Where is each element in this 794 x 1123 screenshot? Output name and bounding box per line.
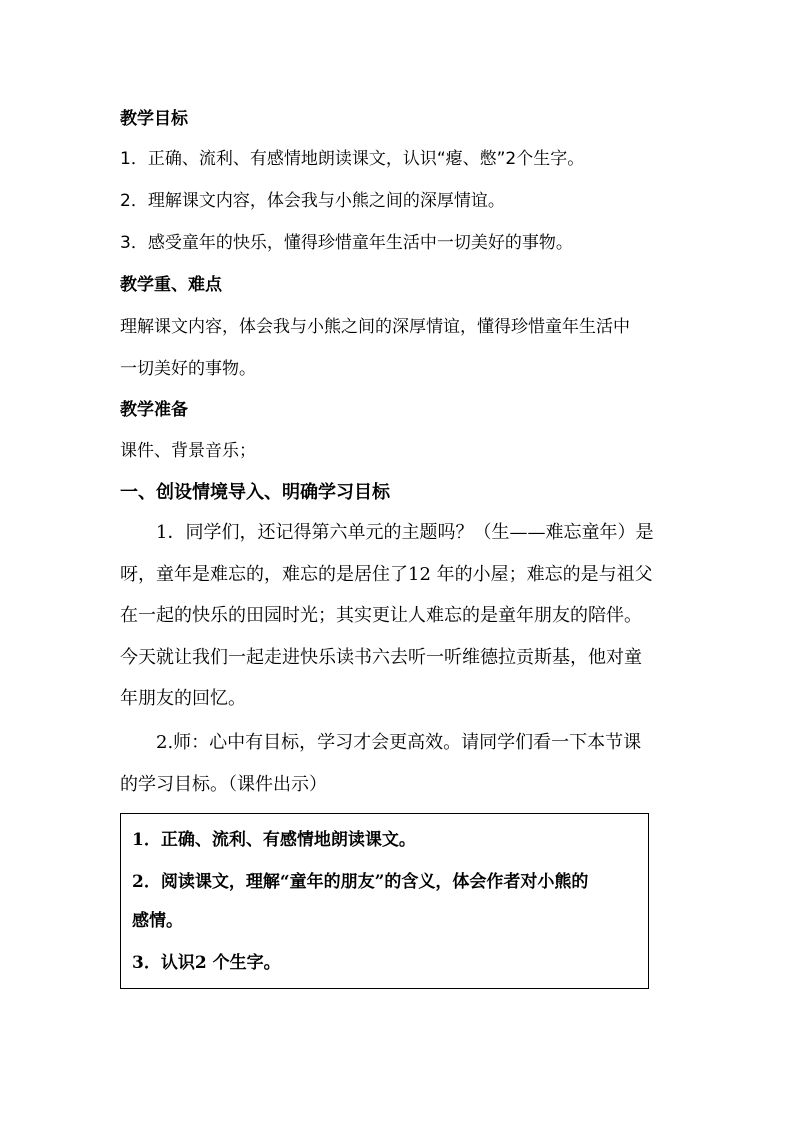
paragraph-1-line-2: 呀，童年是难忘的，难忘的是居住了12 年的小屋；难忘的是与祖父 bbox=[120, 564, 653, 585]
paragraph-1-line-4: 今天就让我们一起走进快乐读书六去听一听维德拉贡斯基，他对童 bbox=[120, 647, 642, 668]
objectives-box bbox=[120, 813, 649, 989]
paragraph-1-line-3: 在一起的快乐的田园时光；其实更让人难忘的是童年朋友的陪伴。 bbox=[120, 605, 642, 626]
preparation-text: 课件、背景音乐； bbox=[120, 441, 256, 461]
objective-line-4: 3．认识2 个生字。 bbox=[132, 953, 281, 973]
goal-item-3: 3．感受童年的快乐，懂得珍惜童年生活中一切美好的事物。 bbox=[120, 233, 573, 253]
goal-item-1: 1．正确、流利、有感情地朗读课文，认识“瘪、憋”2个生字。 bbox=[120, 149, 585, 169]
paragraph-2-line-2: 的学习目标。（课件出示） bbox=[120, 774, 327, 795]
preparation-heading: 教学准备 bbox=[120, 400, 188, 420]
paragraph-1-line-5: 年朋友的回忆。 bbox=[120, 688, 246, 709]
key-points-heading: 教学重、难点 bbox=[120, 275, 222, 295]
goals-heading: 教学目标 bbox=[120, 109, 188, 129]
key-points-line-1: 理解课文内容，体会我与小熊之间的深厚情谊，懂得珍惜童年生活中 bbox=[120, 317, 630, 337]
objective-line-2: 2．阅读课文，理解“童年的朋友”的含义，体会作者对小熊的 bbox=[132, 872, 589, 892]
objective-line-1: 1．正确、流利、有感情地朗读课文。 bbox=[132, 830, 416, 850]
goal-item-2: 2．理解课文内容，体会我与小熊之间的深厚情谊。 bbox=[120, 191, 505, 211]
key-points-line-2: 一切美好的事物。 bbox=[120, 359, 256, 379]
paragraph-2-line-1: 2.师：心中有目标，学习才会更高效。请同学们看一下本节课 bbox=[156, 732, 642, 753]
objective-line-3: 感情。 bbox=[132, 911, 183, 931]
paragraph-1-line-1: 1．同学们，还记得第六单元的主题吗？（生——难忘童年）是 bbox=[156, 522, 654, 543]
part-one-heading: 一、创设情境导入、明确学习目标 bbox=[120, 482, 390, 503]
